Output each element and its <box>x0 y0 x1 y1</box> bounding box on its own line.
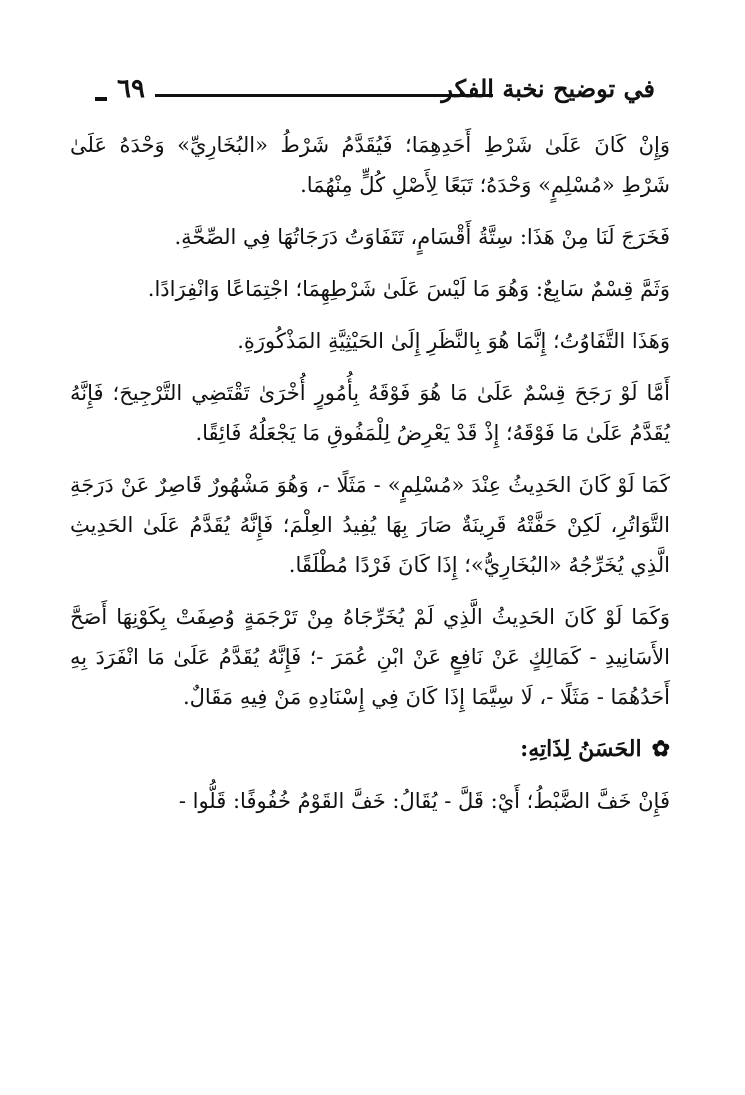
paragraph-7: وَكَمَا لَوْ كَانَ الحَدِيثُ الَّذِي لَمْ يُخَرِّجَاهُ مِنْ تَرْجَمَةٍ وُصِفَتْ بِكَوْنِهَا أَصَحَّ الأَسَانِيدِ - كَمَالِكٍ عَنْ نَافِعٍ عَنْ ابْنِ عُمَرَ -؛ فَإِنَّهُ يُقَدَّمُ عَلَىٰ مَا انْفَرَدَ بِهِ أَحَدُهُمَا - مَثَلًا -، لَا سِيَّمَا إِذَا كَانَ فِي إِسْنَادِهِ مَنْ فِيهِ مَقَالٌ. <box>70 605 670 709</box>
header-dash <box>95 97 107 101</box>
section-heading-text: الحَسَنُ لِذَاتِهِ: <box>520 736 642 762</box>
page-header <box>95 74 655 118</box>
book-title: في توضيح نخبة الفكر <box>441 74 655 103</box>
flower-ornament-icon: ✿ <box>651 736 670 762</box>
section-heading <box>70 729 670 769</box>
body-text <box>70 125 670 821</box>
page-number-text: ٦٩ <box>117 74 145 104</box>
paragraph-4: وَهَذَا التَّفَاوُتُ؛ إِنَّمَا هُوَ بِالنَّظَرِ إِلَىٰ الحَيْثِيَّةِ المَذْكُورَةِ. <box>237 329 670 353</box>
paragraph-6: كَمَا لَوْ كَانَ الحَدِيثُ عِنْدَ «مُسْلِمٍ» - مَثَلًا -، وَهُوَ مَشْهُورٌ قَاصِرٌ عَنْ دَرَجَةِ التَّوَاتُرِ، لَكِنْ حَفَّتْهُ قَرِينَةٌ صَارَ بِهَا يُفِيدُ العِلْمَ؛ فَإِنَّهُ يُقَدَّمُ عَلَىٰ الحَدِيثِ الَّذِي يُخَرِّجُهُ «البُخَارِيُّ»؛ إِذَا كَانَ فَرْدًا مُطْلَقًا. <box>70 473 670 577</box>
paragraph-8: فَإِنْ خَفَّ الضَّبْطُ؛ أَيْ: قَلَّ - يُقَالُ: خَفَّ القَوْمُ خُفُوفًا: قَلُّوا - <box>178 789 670 813</box>
paragraph-5: أَمَّا لَوْ رَجَحَ قِسْمٌ عَلَىٰ مَا هُوَ فَوْقَهُ بِأُمُورٍ أُخْرَىٰ تَقْتَضِي التَّرْجِيحَ؛ فَإِنَّهُ يُقَدَّمُ عَلَىٰ مَا فَوْقَهُ؛ إِذْ قَدْ يَعْرِضُ لِلْمَفُوقِ مَا يَجْعَلُهُ فَائِقًا. <box>70 381 670 445</box>
paragraph-2: فَخَرَجَ لَنَا مِنْ هَذَا: سِتَّةُ أَقْسَامٍ، تَتَفَاوَتُ دَرَجَاتُهَا فِي الصِّحَّةِ. <box>174 225 670 249</box>
paragraph-3: وَثَمَّ قِسْمٌ سَابِعٌ: وَهُوَ مَا لَيْسَ عَلَىٰ شَرْطِهِمَا؛ اجْتِمَاعًا وَانْفِرَادًا. <box>147 277 670 301</box>
paragraph-1: وَإِنْ كَانَ عَلَىٰ شَرْطِ أَحَدِهِمَا؛ فَيُقَدَّمُ شَرْطُ «البُخَارِيِّ» وَحْدَهُ عَلَىٰ شَرْطِ «مُسْلِمٍ» وَحْدَهُ؛ تَبَعًا لِأَصْلِ كُلٍّ مِنْهُمَا. <box>70 133 670 197</box>
